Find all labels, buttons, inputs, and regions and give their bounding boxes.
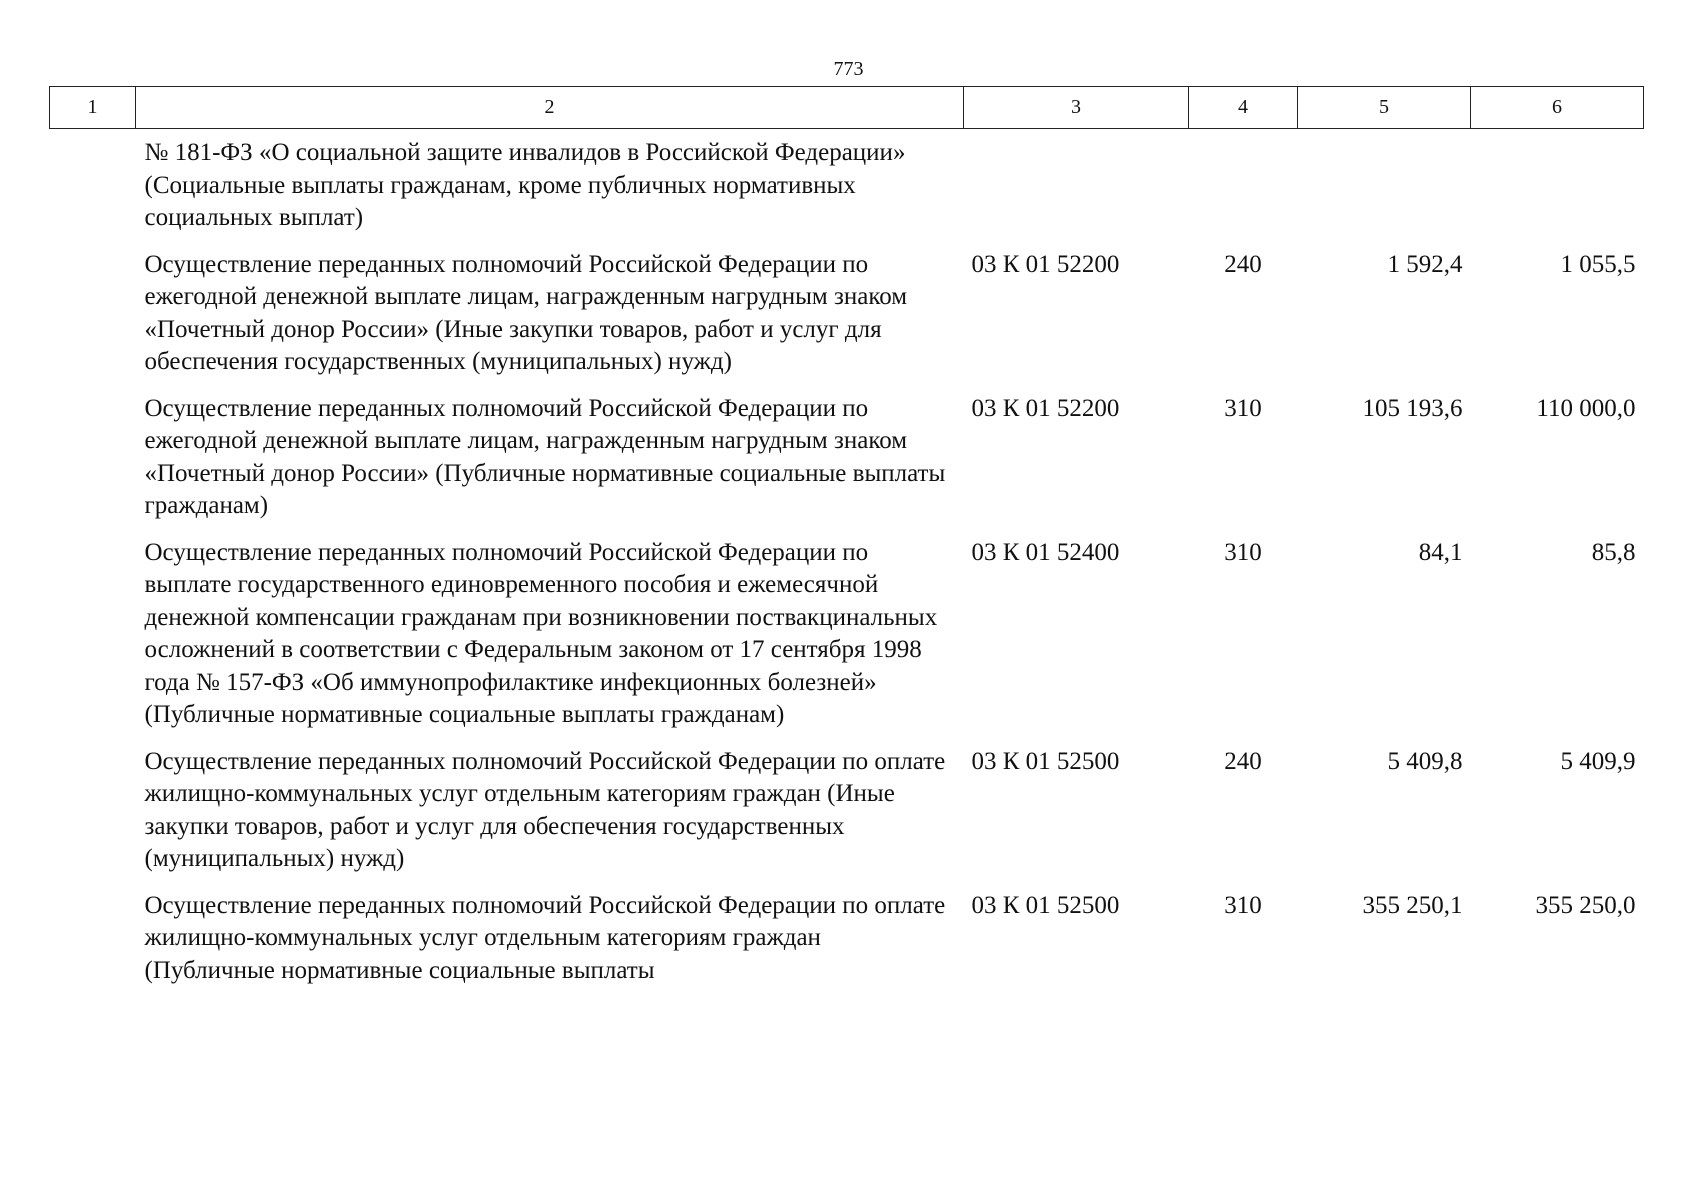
expense-type-cell: 310 xyxy=(1224,394,1262,422)
table-row xyxy=(50,537,1644,746)
amount-cell-col5: 5 409,8 xyxy=(1387,747,1463,775)
amount-cell-col5: 355 250,1 xyxy=(1362,891,1463,919)
target-article-cell: 03 К 01 52200 xyxy=(971,250,1120,278)
expense-name-cell: № 181-ФЗ «О социальной защите инвалидов в Российской Федерации» (Социальные выплаты гражданам, кроме публичных нормативных социальных выплат) xyxy=(144,139,906,231)
expense-name-cell: Осуществление переданных полномочий Российской Федерации по ежегодной денежной выплате лицам, награжденным нагрудным знаком «Почетный донор России» (Публичные нормативные социальные выплаты гражданам) xyxy=(144,394,946,519)
amount-cell-col5: 1 592,4 xyxy=(1387,250,1463,278)
expense-name-cell: Осуществление переданных полномочий Российской Федерации по ежегодной денежной выплате лицам, награжденным нагрудным знаком «Почетный донор России» (Иные закупки товаров, работ и услуг для обеспечения государственных (муниципальных) нужд) xyxy=(144,250,908,375)
amount-cell-col6 xyxy=(1471,129,1644,249)
column-header: 5 xyxy=(1298,87,1471,129)
amount-cell-col6: 5 409,9 xyxy=(1560,747,1636,775)
expense-type-cell: 240 xyxy=(1224,250,1262,278)
table-row xyxy=(50,746,1644,890)
row-number-cell xyxy=(50,890,136,1002)
row-number-cell xyxy=(50,537,136,746)
column-header: 3 xyxy=(964,87,1189,129)
expense-type-cell xyxy=(1189,129,1298,249)
amount-cell-col5: 105 193,6 xyxy=(1362,394,1463,422)
target-article-cell xyxy=(964,129,1189,249)
table-row xyxy=(50,249,1644,393)
budget-table xyxy=(49,86,1644,1001)
expense-name-cell: Осуществление переданных полномочий Российской Федерации по выплате государственного единовременного пособия и ежемесячной денежной компенсации гражданам при возникновении поствакцинальных осложнений в соответствии с Федеральным законом от 17 сентября 1998 года № 157-ФЗ «Об иммунопрофилактике инфекционных болезней» (Публичные нормативные социальные выплаты гражданам) xyxy=(144,538,938,728)
expense-name-cell: Осуществление переданных полномочий Российской Федерации по оплате жилищно-коммунальных услуг отдельным категориям граждан (Иные закупки товаров, работ и услуг для обеспечения государственных (муниципальных) нужд) xyxy=(144,747,946,872)
row-number-cell xyxy=(50,129,136,249)
row-number-cell xyxy=(50,249,136,393)
table-row xyxy=(50,890,1644,1002)
expense-type-cell: 240 xyxy=(1224,747,1262,775)
amount-cell-col5 xyxy=(1298,129,1471,249)
table-row xyxy=(50,393,1644,537)
expense-name-cell: Осуществление переданных полномочий Российской Федерации по оплате жилищно-коммунальных услуг отдельным категориям граждан (Публичные нормативные социальные выплаты xyxy=(144,891,946,984)
row-number-cell xyxy=(50,746,136,890)
column-header: 6 xyxy=(1471,87,1644,129)
row-number-cell xyxy=(50,393,136,537)
amount-cell-col5: 84,1 xyxy=(1418,538,1463,566)
expense-type-cell: 310 xyxy=(1224,538,1262,566)
table-row xyxy=(50,129,1644,249)
column-number-row xyxy=(50,87,1644,129)
target-article-cell: 03 К 01 52500 xyxy=(971,747,1120,775)
amount-cell-col6: 1 055,5 xyxy=(1560,250,1636,278)
target-article-cell: 03 К 01 52500 xyxy=(971,891,1120,919)
table-body xyxy=(50,129,1644,1002)
column-header: 2 xyxy=(136,87,964,129)
table-header xyxy=(50,87,1644,129)
column-header: 4 xyxy=(1189,87,1298,129)
page-number: 773 xyxy=(833,58,864,80)
amount-cell-col6: 85,8 xyxy=(1591,538,1636,566)
amount-cell-col6: 110 000,0 xyxy=(1536,394,1636,422)
target-article-cell: 03 К 01 52400 xyxy=(971,538,1120,566)
amount-cell-col6: 355 250,0 xyxy=(1535,891,1636,919)
target-article-cell: 03 К 01 52200 xyxy=(971,394,1120,422)
column-header: 1 xyxy=(50,87,136,129)
expense-type-cell: 310 xyxy=(1224,891,1262,919)
